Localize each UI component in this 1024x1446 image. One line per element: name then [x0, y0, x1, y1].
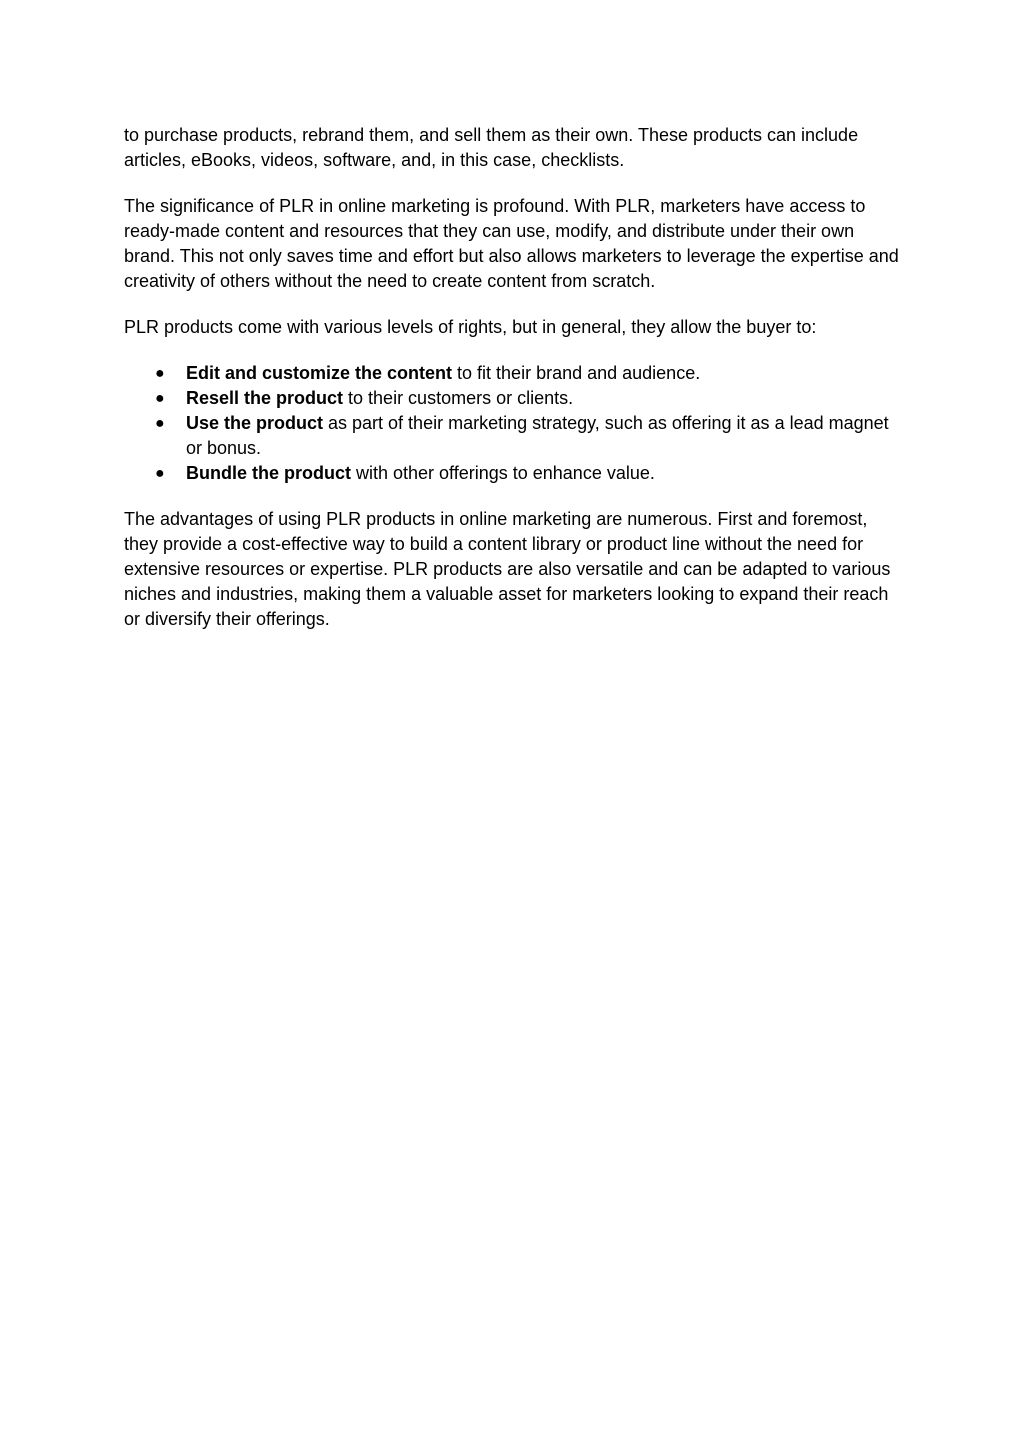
list-item-bold: Use the product — [186, 413, 324, 433]
list-item-bold: Resell the product — [186, 388, 344, 408]
rights-paragraph: PLR products come with various levels of rights, but in general, they allow the buyer to: — [124, 317, 817, 337]
list-item-text: to fit their brand and audience. — [452, 363, 701, 383]
list-item — [124, 386, 904, 411]
list-item-text: with other offerings to enhance value. — [351, 463, 655, 483]
bullet-icon: ● — [155, 390, 165, 407]
list-item-text: as part of their marketing strategy, such as offering it as a lead magnet or bonus. — [186, 413, 889, 458]
bullet-icon: ● — [155, 465, 165, 482]
document-page — [124, 123, 904, 653]
list-item — [124, 361, 904, 386]
intro-paragraph: to purchase products, rebrand them, and sell them as their own. These products can include articles, eBooks, videos, software, and, in this case, checklists. — [124, 125, 859, 170]
list-item-text: to their customers or clients. — [343, 388, 574, 408]
list-item-bold: Edit and customize the content — [186, 363, 453, 383]
list-item — [124, 411, 904, 461]
advantages-paragraph: The advantages of using PLR products in online marketing are numerous. First and foremost, they provide a cost-effective way to build a content library or product line without the need for extensive resources or expertise. PLR products are also versatile and can be adapted to various niches and industries, making them a valuable asset for marketers looking to expand their reach or diversify their offerings. — [124, 509, 891, 629]
list-item-bold: Bundle the product — [186, 463, 351, 483]
rights-list — [124, 361, 904, 486]
list-item — [124, 461, 904, 486]
bullet-icon: ● — [155, 365, 165, 382]
bullet-icon: ● — [155, 415, 165, 432]
significance-paragraph: The significance of PLR in online marketing is profound. With PLR, marketers have access to ready-made content and resources that they can use, modify, and distribute under their own brand. This not only saves time and effort but also allows marketers to leverage the expertise and creativity of others without the need to create content from scratch. — [124, 196, 899, 291]
